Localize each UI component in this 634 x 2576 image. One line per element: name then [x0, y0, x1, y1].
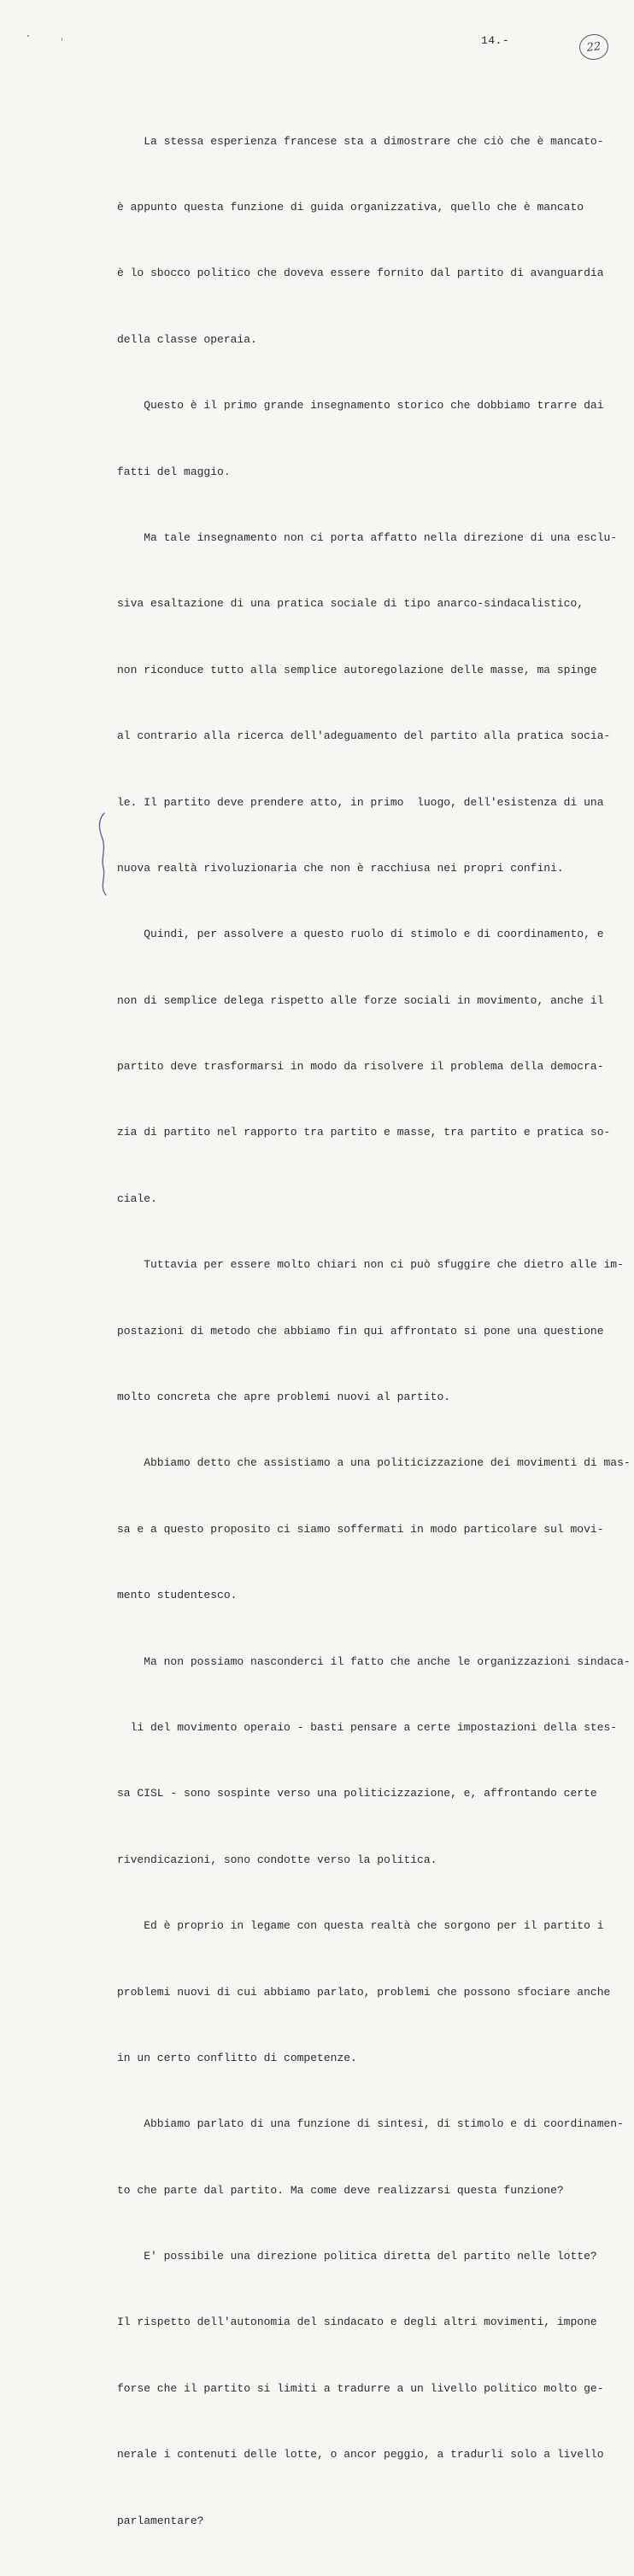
text-line: to che parte dal partito. Ma come deve realizzarsi questa funzione? [117, 2183, 564, 2197]
text-line: non riconduce tutto alla semplice autoregolazione delle masse, ma spinge [117, 663, 597, 676]
text-line: della classe operaia. [117, 332, 257, 346]
text-line: rivendicazioni, sono condotte verso la politica. [117, 1853, 437, 1866]
text-line: partito deve trasformarsi in modo da risolvere il problema della democra- [117, 1060, 604, 1074]
text-line: non di semplice delega rispetto alle forze sociali in movimento, anche il [117, 993, 604, 1007]
text-line: fatti del maggio. [117, 465, 231, 478]
text-line: Questo è il primo grande insegnamento storico che dobbiamo trarre dai [117, 399, 604, 413]
text-line: molto concreta che apre problemi nuovi al partito. [117, 1390, 451, 1404]
text-line: Tuttavia per essere molto chiari non ci può sfuggire che dietro alle im- [117, 1258, 624, 1272]
text-line: Abbiamo detto che assistiamo a una politicizzazione dei movimenti di mas- [117, 1456, 631, 1470]
text-line: in un certo conflitto di competenze. [117, 2051, 357, 2064]
text-line: La stessa esperienza francese sta a dimostrare che ciò che è mancato- [117, 134, 604, 148]
text-line: sa e a questo proposito ci siamo soffermati in modo particolare sul movi- [117, 1522, 604, 1536]
text-line: Abbiamo parlato di una funzione di sintesi, di stimolo e di coordinamen- [117, 2117, 624, 2131]
text-line: Ma tale insegnamento non ci porta affatto nella direzione di una esclu- [117, 530, 618, 544]
text-line: zia di partito nel rapporto tra partito e masse, tra partito e pratica so- [117, 1126, 611, 1139]
archive-number-stamp: 22 [578, 32, 610, 61]
text-line: postazioni di metodo che abbiamo fin qui affrontato si pone una questione [117, 1324, 604, 1338]
text-line: Ma non possiamo nasconderci il fatto che anche le organizzazioni sindaca- [117, 1654, 631, 1668]
text-line: è lo sbocco politico che doveva essere fornito dal partito di avanguardia [117, 266, 604, 280]
text-line: mento studentesco. [117, 1589, 238, 1602]
text-line: è appunto questa funzione di guida organizzativa, quello che è mancato [117, 200, 584, 214]
body-text [117, 86, 631, 2576]
handwritten-margin-bracket [96, 811, 113, 897]
text-line: Ed è proprio in legame con questa realtà che sorgono per il partito i [117, 1919, 604, 1933]
text-line: Quindi, per assolvere a questo ruolo di stimolo e di coordinamento, e [117, 928, 604, 941]
text-line: parlamentare? [117, 2514, 204, 2527]
text-line: problemi nuovi di cui abbiamo parlato, problemi che possono sfociare anche [117, 1985, 611, 1999]
text-line: nuova realtà rivoluzionaria che non è racchiusa nei propri confini. [117, 861, 564, 875]
text-line: E' possibile una direzione politica diretta del partito nelle lotte? [117, 2250, 597, 2263]
text-line: li del movimento operaio - basti pensare a certe impostazioni della stes- [117, 1720, 618, 1734]
paper-speck [27, 35, 29, 37]
text-line: le. Il partito deve prendere atto, in primo luogo, dell'esistenza di una [117, 795, 604, 809]
text-line: sa CISL - sono sospinte verso una politicizzazione, e, affrontando certe [117, 1787, 597, 1800]
page-number: 14.- [481, 34, 510, 47]
text-line: ciale. [117, 1191, 157, 1205]
text-line: forse che il partito si limiti a tradurre a un livello politico molto ge- [117, 2381, 604, 2395]
text-line: siva esaltazione di una pratica sociale di tipo anarco-sindacalistico, [117, 597, 584, 611]
text-line: Il rispetto dell'autonomia del sindacato e degli altri movimenti, impone [117, 2315, 597, 2329]
text-line: nerale i contenuti delle lotte, o ancor peggio, a tradurli solo a livello [117, 2448, 604, 2462]
text-line: al contrario alla ricerca dell'adeguamento del partito alla pratica socia- [117, 729, 611, 743]
